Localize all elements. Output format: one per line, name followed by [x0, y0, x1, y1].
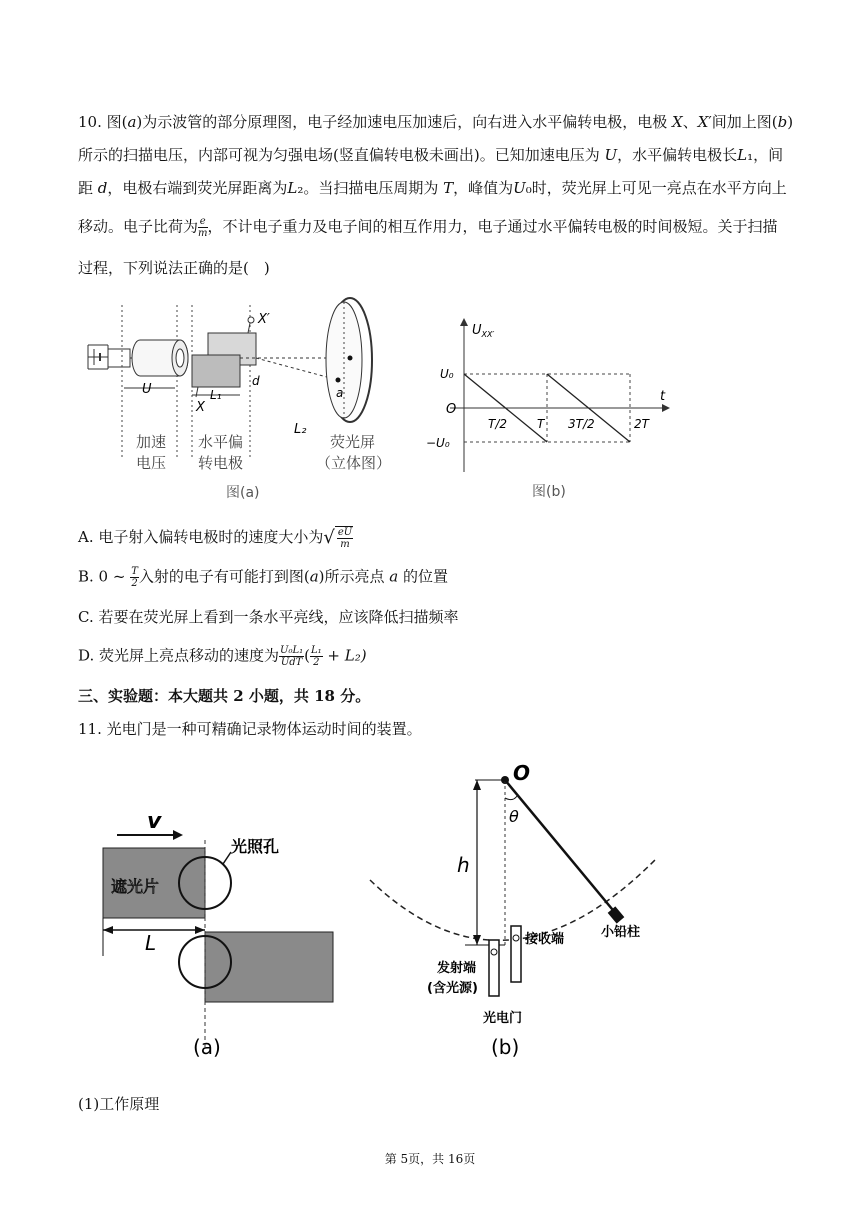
tick-label-0: T/2: [488, 417, 508, 431]
q10-line-1: 10. 图(𝑎)为示波管的部分原理图，电子经加速电压加速后，向右进入水平偏转电极，电极 𝑋、𝑋′间加上图(𝑏): [78, 113, 794, 131]
caption-plates-2: 转电极: [198, 454, 244, 472]
tick-label-2: 3T/2: [568, 417, 595, 431]
q10-line-3: 距 𝑑，电极右端到荧光屏距离为𝐿₂。当扫描电压周期为 𝑇，峰值为𝑈₀时，荧光屏上可见一亮点在水平方向上: [78, 179, 787, 197]
label-L2: L₂: [294, 422, 307, 437]
option-a: A. 电子射入偏转电极时的速度大小为√ $\frac{eU}{m}$: [78, 527, 353, 550]
figure-11a-shutter: [95, 760, 365, 1070]
option-c: C. 若要在荧光屏上看到一条水平亮线，应该降低扫描频率: [78, 608, 459, 626]
figure-11b-pendulum: [365, 760, 665, 1070]
q10-line-4: [78, 216, 778, 239]
caption-screen-2: （立体图）: [316, 454, 392, 472]
u0-label: U₀: [440, 367, 454, 381]
q11-text: 11. 光电门是一种可精确记录物体运动时间的装置。: [78, 720, 422, 738]
label-emitter-2: (含光源): [427, 981, 478, 996]
q10-line-5: 过程，下列说法正确的是( ): [78, 259, 270, 277]
figure-b-sawtooth: [420, 312, 680, 507]
caption-11a: (a): [193, 1035, 221, 1059]
label-O: O: [513, 761, 531, 785]
tick-label-1: T: [537, 417, 545, 431]
label-v: v: [147, 809, 162, 834]
label-U: U: [142, 382, 152, 397]
charge-mass-fraction: $\frac{e}{m}$: [198, 216, 208, 239]
label-L: L: [145, 931, 157, 955]
tick-label-3: 2T: [634, 417, 649, 431]
neg-u0-label: −U₀: [426, 436, 450, 450]
work-principle-heading: (1)工作原理: [78, 1095, 160, 1113]
q10-line-4-b: ，不计电子重力及电子间的相互作用力，电子通过水平偏转电极的时间极短。关于扫描: [207, 217, 778, 236]
caption-plates-1: 水平偏: [198, 433, 244, 451]
label-lead-cylinder: 小铅柱: [601, 925, 641, 940]
caption-accel-2: 电压: [136, 454, 167, 472]
label-x-prime: X′: [258, 312, 270, 327]
label-theta: θ: [509, 807, 519, 826]
q10-line-2: 所示的扫描电压，内部可视为匀强电场(竖直偏转电极未画出)。已知加速电压为 𝑈，水平偏转电极长𝐿₁，间: [78, 146, 784, 164]
y-axis-label: $U_{XX'}$: [472, 323, 495, 339]
caption-11b: (b): [491, 1035, 520, 1059]
label-h: h: [457, 853, 470, 877]
q10-line-4-a: 移动。电子比荷为: [78, 217, 199, 236]
caption-screen-1: 荧光屏: [330, 433, 376, 451]
option-b: B. 0 ~ $\frac{T}{2}$ 入射的电子有可能打到图(𝑎)所示亮点 𝑎 的位置: [78, 566, 449, 589]
label-emitter-1: 发射端: [437, 961, 477, 976]
caption-accel-1: 加速: [136, 433, 167, 451]
caption-fig-b: 图(b): [532, 484, 566, 500]
page-footer: 第 5页，共 16页: [384, 1152, 476, 1166]
label-shutter-plate: 遮光片: [111, 877, 160, 896]
caption-fig-a: 图(a): [226, 485, 260, 501]
origin-label: O: [446, 402, 457, 417]
label-L1: L₁: [210, 388, 222, 402]
label-light-hole: 光照孔: [231, 837, 280, 856]
label-x: X: [196, 400, 205, 415]
label-receiver: 接收端: [525, 932, 565, 947]
figure-a-oscilloscope: [80, 285, 420, 505]
section-3-heading: 三、实验题：本大题共 2 小题，共 18 分。: [78, 687, 371, 705]
label-a: a: [336, 386, 344, 400]
x-axis-label: t: [660, 389, 666, 404]
option-d: D. 荧光屏上亮点移动的速度为 $\frac{\text{U₀L₁}}{\text{UdT}}$ ( $\frac{\text{L₁}}{2}$ + L₂): [78, 645, 367, 668]
label-d: d: [252, 374, 260, 388]
label-photogate: 光电门: [483, 1011, 523, 1026]
